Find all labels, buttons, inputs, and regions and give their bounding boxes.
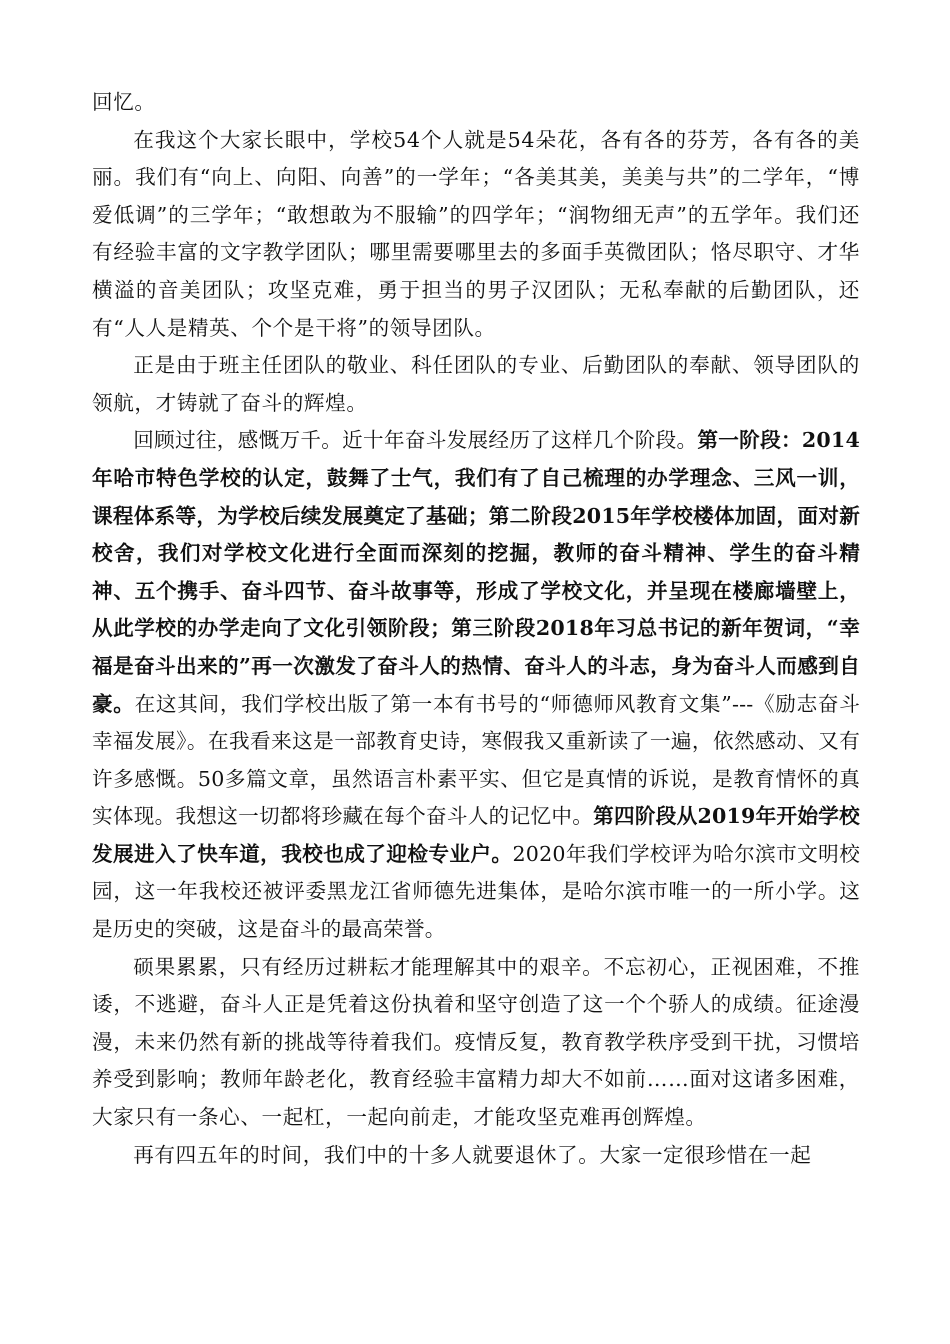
paragraph-5 [92, 949, 860, 1137]
bold-text-segment: 第四阶段从2019年开始学校发展进入了快车道，我校也成了迎检专业户。 [92, 804, 860, 866]
text-segment: 回忆。 [92, 90, 156, 114]
text-segment: 在这其间，我们学校出版了第一本有书号的“师德师风教育文集”---《励志奋斗幸福发展》。在我看来这是一部教育史诗，寒假我又重新读了一遍，依然感动、又有许多感慨。50多篇文章，虽然语言朴素平实、但它是真情的诉说，是教育情怀的真实体现。我想这一切都将珍藏在每个奋斗人的记忆中。 [92, 691, 860, 829]
paragraph-6 [92, 1137, 860, 1175]
paragraph-1 [92, 84, 860, 122]
paragraph-2 [92, 122, 860, 348]
text-segment: 2020年我们学校评为哈尔滨市文明校园，这一年我校还被评委黑龙江省师德先进集体，是哈尔滨市唯一的一所小学。这是历史的突破，这是奋斗的最高荣誉。 [92, 841, 860, 942]
body-text [92, 84, 860, 1174]
paragraph-3 [92, 347, 860, 422]
text-segment: 再有四五年的时间，我们中的十多人就要退休了。大家一定很珍惜在一起 [133, 1142, 812, 1167]
paragraph-4 [92, 422, 860, 948]
text-segment: 正是由于班主任团队的敬业、科任团队的专业、后勤团队的奉献、领导团队的领航，才铸就了奋斗的辉煌。 [92, 353, 860, 415]
text-segment: 在我这个大家长眼中，学校54个人就是54朵花，各有各的芬芳，各有各的美丽。我们有“向上、向阳、向善”的一学年；“各美其美，美美与共”的二学年，“博爱低调”的三学年；“敢想敢为不服输”的四学年；“润物细无声”的五学年。我们还有经验丰富的文字教学团队；哪里需要哪里去的多面手英微团队；恪尽职守、才华横溢的音美团队；攻坚克难，勇于担当的男子汉团队；无私奉献的后勤团队，还有“人人是精英、个个是干将”的领导团队。 [92, 127, 860, 340]
text-segment: 硕果累累，只有经历过耕耘才能理解其中的艰辛。不忘初心，正视困难，不推诿，不逃避，奋斗人正是凭着这份执着和坚守创造了这一个个骄人的成绩。征途漫漫，未来仍然有新的挑战等待着我们。疫情反复，教育教学秩序受到干扰，习惯培养受到影响；教师年龄老化，教育经验丰富精力却大不如前……面对这诸多困难，大家只有一条心、一起杠，一起向前走，才能攻坚克难再创辉煌。 [92, 954, 860, 1130]
bold-text-segment: 第一阶段：2014年哈市特色学校的认定，鼓舞了士气，我们有了自己梳理的办学理念、三风一训，课程体系等，为学校后续发展奠定了基础；第二阶段2015年学校楼体加固，面对新校舍，我们对学校文化进行全面而深刻的挖掘，教师的奋斗精神、学生的奋斗精神、五个携手、奋斗四节、奋斗故事等，形成了学校文化，并呈现在楼廊墙壁上，从此学校的办学走向了文化引领阶段；第三阶段2018年习总书记的新年贺词，“幸福是奋斗出来的”再一次激发了奋斗人的热情、奋斗人的斗志，身为奋斗人而感到自豪。 [92, 428, 860, 716]
text-segment: 回顾过往，感慨万千。近十年奋斗发展经历了这样几个阶段。 [133, 428, 698, 453]
